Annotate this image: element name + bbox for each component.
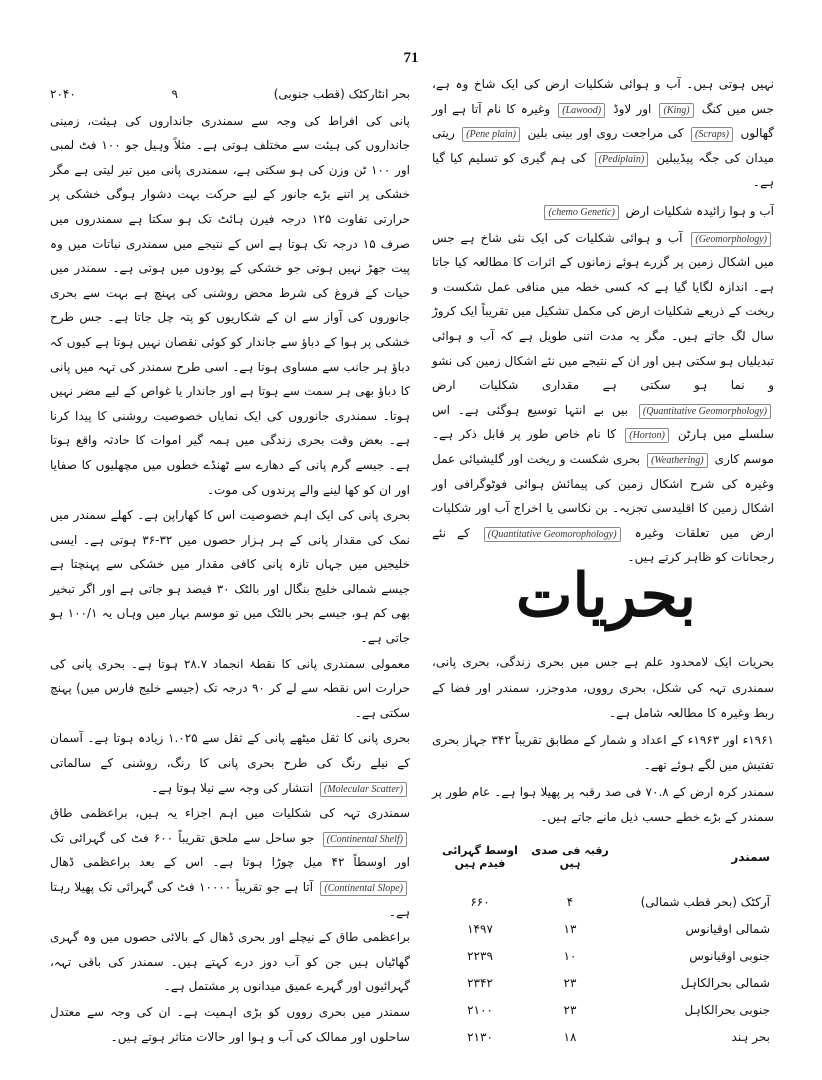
ocean-depth: ۲۱۰۰ <box>467 1002 493 1017</box>
ocean-area: ۱۳ <box>563 921 577 936</box>
table-row <box>430 915 776 942</box>
gloss-continental-shelf: (Continental Shelf) <box>323 832 407 847</box>
gloss-pene-plain: (Pene plain) <box>462 127 520 142</box>
gloss-scraps: (Scraps) <box>691 127 733 142</box>
table-row <box>430 1023 776 1050</box>
gloss-quantitative-geomorphology: (Quantitative Geomorphology) <box>639 404 771 419</box>
right-paragraph-1: نہیں ہوتی ہیں۔ آب و ہوائی شکلیات ارض کی ایک شاخ وہ ہے، جس میں کنگ (King) اور لاوڈ (Lawood) وغیرہ کا نام آتا ہے اور گھالوں (Scraps) کی مراجعت روی اور بینی بلین (Pene plain) ریتی میدان کی جگہ پیڈیبلین (Pediplain) کی ہم گیری کو تسلیم کیا گیا ہے۔ <box>432 77 775 190</box>
left-paragraph-3: معمولی سمندری پانی کا نقطۂ انجماد ۲۸.۷ ہوتا ہے۔ بحری پانی کی حرارت اس نقطہ سے لے کر ۹۰ درجہ تک (جیسے خلیج فارس میں) پہنچ سکتی ہے۔ <box>50 656 410 720</box>
gloss-king: (King) <box>659 103 693 118</box>
ocean-area: ۴ <box>566 894 574 909</box>
ocean-name: شمالی اوقیانوس <box>685 921 770 936</box>
intro-paragraph-2: ۱۹۶۱ء اور ۱۹۶۳ء کے اعداد و شمار کے مطابق تقریباً ۳۴۲ جہاز بحری تفتیش میں لگے ہوئے تھے۔ <box>432 732 774 772</box>
gloss-molecular-scatter: (Molecular Scatter) <box>320 782 407 797</box>
table-row <box>430 942 776 969</box>
gloss-horton: (Horton) <box>625 428 669 443</box>
ocean-area: ۲۳ <box>563 975 577 990</box>
ocean-depth: ۶۶۰ <box>470 894 490 909</box>
ocean-depth: ۲۲۳۹ <box>467 948 493 963</box>
ocean-area: ۱۰ <box>563 948 577 963</box>
ocean-depth: ۲۱۳۰ <box>467 1029 493 1044</box>
header-area: رقبہ فی صدی ہیں <box>531 844 609 870</box>
gloss-pediplain: (Pediplain) <box>595 152 649 167</box>
table-header <box>430 842 776 872</box>
left-paragraph-6: براعظمی طاق کے نیچلے اور بحری ڈھال کے بالائی حصوں میں وہ گہری گھاٹیاں ہیں جن کو آب دوز درے کہتے ہیں۔ سمندر کی باقی تہہ، گہرائیوں اور گہرے عمیق میدانوں پر مشتمل ہے۔ <box>50 930 410 994</box>
antarctic-area: ۹ <box>171 87 178 101</box>
header-ocean: سمندر <box>731 850 770 864</box>
gloss-chemo-genetic: (chemo Genetic) <box>544 205 618 220</box>
ocean-table <box>430 842 776 1050</box>
ocean-depth: ۲۳۴۲ <box>467 975 493 990</box>
section-title: بحریات <box>516 561 696 631</box>
antarctic-depth: ۲۰۴۰ <box>50 87 76 101</box>
left-column-header <box>50 82 410 107</box>
left-column <box>50 82 410 1050</box>
intro-paragraph-1: بحریات ایک لامحدود علم ہے جس میں بحری زندگی، بحری پانی، سمندری تہہ کی شکل، بحری رووں، مدوجزر، سمندر اور فضا کے ربط وغیرہ کا مطالعہ شامل ہے۔ <box>432 655 774 720</box>
ocean-depth: ۱۴۹۷ <box>467 921 493 936</box>
ocean-name: بحر ہند <box>731 1029 770 1044</box>
intro-block <box>432 650 774 832</box>
ocean-name: جنوبی بحرالکاہل <box>684 1002 770 1017</box>
gloss-geomorphology: (Geomorphology) <box>691 232 771 247</box>
left-paragraph-7: سمندر میں بحری رووں کو بڑی اہمیت ہے۔ ان کی وجہ سے معتدل ساحلوں اور ممالک کی آب و ہوا اور حالات متاثر ہوتے ہیں۔ <box>50 1004 410 1044</box>
table-row <box>430 969 776 996</box>
right-paragraph-2: (Geomorphology) آب و ہوائی شکلیات کی ایک نئی شاخ ہے جس میں اشکال زمین پر گزرے ہوئے زمانوں کے اثرات کا مطالعہ کیا جاتا ہے۔ اندازہ لگایا گیا ہے کہ کسی خطہ میں منافی عمل شکست و ریخت کے ذریعے شکلیات ارض کی مکمل تشکیل میں تقریباً ایک کروڑ سال لگ جاتے ہیں۔ مگر یہ مدت اتنی طویل ہے کہ آب و ہوائی تبدیلیاں ہو سکتی ہیں اور ان کے نتیجے میں نئے اشکال زمین کی نشو و نما ہو سکتی ہے مقداری شکلیات ارض (Quantitative Geomorphology) بیں بے انتہا توسیع ہوگئی ہے۔ اس سلسلے میں ہارٹن (Horton) کا نام خاص طور پر قابل ذکر ہے۔ موسم کاری (Weathering) بحری شکست و ریخت اور گلیشیائی عمل وغیرہ کی شرح اشکال زمین کی پیمائش ہوائی فوٹوگرافی اور اشکال زمین کا اقلیدسی تجزیہ۔ بن نکاسی یا اخراج آب اور شکلیات ارض میں تعلقات وغیرہ (Quantitative Geomorophology) کے نئے رجحانات کو ظاہر کرتے ہیں۔ <box>432 230 774 565</box>
subheading-climatic-geomorphology: آب و ہوا زائیدہ شکلیات ارض (chemo Genetic) <box>432 199 774 224</box>
header-depth: اوسط گہرائی فیدم ہیں <box>442 844 518 870</box>
gloss-continental-slope: (Continental Slope) <box>320 881 407 896</box>
intro-paragraph-3: سمندر کرہ ارض کے ۷۰.۸ فی صد رقبہ پر پھیلا ہوا ہے۔ عام طور پر سمندر کے بڑے خطے حسب ذیل مانے جاتے ہیں۔ <box>432 784 774 824</box>
ocean-name: شمالی بحرالکاہل <box>680 975 770 990</box>
ocean-area: ۱۸ <box>563 1029 577 1044</box>
ocean-area: ۲۳ <box>563 1002 577 1017</box>
left-paragraph-4: بحری پانی کا ثقل میٹھے پانی کے ثقل سے ۱.۰۲۵ زیادہ ہوتا ہے۔ آسمان کے نیلے رنگ کی طرح بحری پانی کا رنگ، روشنی کے سالماتی (Molecular Scatter) انتشار کی وجہ سے نیلا ہوتا ہے۔ <box>50 731 410 795</box>
ocean-name: جنوبی اوقیانوس <box>689 948 770 963</box>
page-number: 71 <box>403 50 419 66</box>
antarctic-label: بحر انٹارکٹک (قطب جنوبی) <box>273 87 410 101</box>
left-paragraph-2: بحری پانی کی ایک اہم خصوصیت اس کا کھاراپن ہے۔ کھلے سمندر میں نمک کی مقدار پانی کے ہر ہزار حصوں میں ۳۲-۳۶ ہوتی ہے۔ ایسی خلیجیں میں جہاں تازہ پانی کافی مقدار میں خشکی سے پہنچتا ہے جیسے شمالی خلیج بنگال اور بالٹک ۳۰ فیصد ہو جاتی ہے اور اگر تبخیر بھی کم ہو، جیسے بحر بالٹک میں تو موسم بہار میں وہاں یہ ۱۰۰/۱ ہو جاتی ہے۔ <box>50 508 410 646</box>
table-body <box>430 888 776 1050</box>
gloss-lawood: (Lawood) <box>558 103 605 118</box>
table-row <box>430 996 776 1023</box>
table-row <box>430 888 776 915</box>
left-paragraph-1: پانی کی افراط کی وجہ سے سمندری جانداروں کی ہیئت، زمینی جانداروں کی ہیئت سے مختلف ہوتی ہے۔ مثلاً وہیل جو ۱۰۰ فٹ لمبی اور ۱۰۰ ٹن وزن کی ہو سکتی ہے، سمندری پانی میں تیر لیتی ہے مگر خشکی پر اتنے بڑے جانور کے لیے حرکت بہت دشوار ہوگی خشکی پر حرارتی تفاوت ۱۲۵ درجہ فیرن ہائٹ تک ہو سکتا ہے سمندروں میں صرف ۱۵ درجہ تک ہوتا ہے اس کے نتیجے میں سمندری نباتات میں وہ پیت جھڑ نہیں ہوتی جو خشکی کے پودوں میں ہوتی ہے۔ سمندر میں حیات کے فروغ کی شرط محض روشنی کی پہنچ ہے بہت سے بحری جانوروں کی آواز سے ان کے شکاریوں کو پتہ چل جاتا ہے۔ جس طرح خشکی پر ہوا کے دباؤ سے جاندار کو کوئی نقصان نہیں ہوتا ہے کیوں کہ دباؤ ہر جانب سے مساوی ہوتا ہے۔ اسی طرح سمندر کی تہہ میں پانی کا دباؤ بھی ہر سمت سے ہوتا ہے اور جاندار یا غواص کے لیے مضر نہیں ہوتا۔ سمندری جانوروں کی ایک نمایاں خصوصیت روشنی کا پیدا کرنا ہے۔ بعض وقت بحری زندگی میں ہمہ گیر اموات کا حادثہ واقع ہوتا ہے۔ جیسے گرم پانی کے دھارے سے ٹھنڈے خطوں میں مچھلیوں کا صفایا اور ان کو کھا لینے والے پرندوں کی موت۔ <box>50 113 411 497</box>
gloss-quantitative-geomorophology: (Quantitative Geomorophology) <box>484 527 621 542</box>
right-column <box>432 72 774 571</box>
ocean-name: آرکٹک (بحر قطب شمالی) <box>640 894 770 909</box>
left-paragraph-5: سمندری تہہ کی شکلیات میں اہم اجزاء یہ ہیں، براعظمی طاق (Continental Shelf) جو ساحل سے ملحق تقریباً ۶۰۰ فٹ کی گہرائی تک اور اوسطاً ۴۲ میل چوڑا ہوتا ہے۔ اس کے بعد براعظمی ڈھال (Continental Slope) آتا ہے جو تقریباً ۱۰۰۰۰ فٹ کی گہرائی تک پھیلا رہتا ہے۔ <box>50 806 410 919</box>
gloss-weathering: (Weathering) <box>647 453 707 468</box>
